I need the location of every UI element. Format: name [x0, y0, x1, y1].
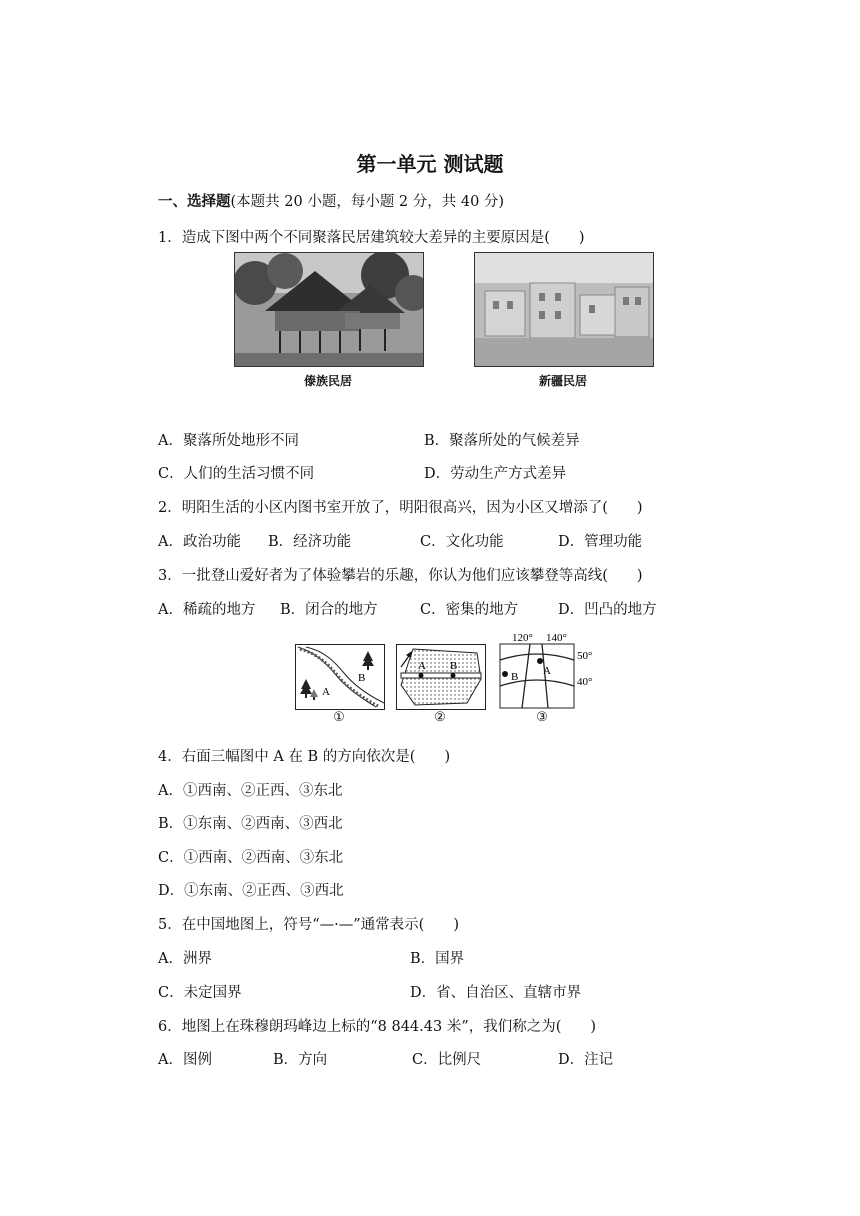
map-3-latlong-grid [496, 628, 606, 710]
q6-option-a: A．图例 [158, 1052, 212, 1068]
section-header [158, 190, 504, 211]
q6-option-d: D．注记 [558, 1052, 614, 1068]
map3-lat-50: 50° [577, 650, 593, 662]
dai-house-photo [234, 252, 424, 367]
q2-stem: 2．明阳生活的小区内图书室开放了，明阳很高兴，因为小区又增添了( ) [158, 500, 643, 516]
q5-option-d: D．省、自治区、直辖市界 [410, 985, 582, 1001]
q6-stem: 6．地图上在珠穆朗玛峰边上标的“8 844.43 米”，我们称之为( ) [158, 1019, 597, 1035]
q3-option-a: A．稀疏的地方 [158, 602, 256, 618]
q4-option-a: A．①西南、②正西、③东北 [158, 783, 343, 799]
dai-house-caption: 傣族民居 [303, 374, 352, 388]
q2-option-b: B．经济功能 [268, 534, 352, 550]
q5-option-b: B．国界 [410, 951, 465, 967]
map2-label-a: A [418, 660, 426, 672]
q5-option-c: C．未定国界 [158, 985, 242, 1001]
q4-option-b: B．①东南、②西南、③西北 [158, 816, 343, 832]
q1-stem: 1．造成下图中两个不同聚落民居建筑较大差异的主要原因是( ) [158, 230, 585, 246]
q2-option-d: D．管理功能 [558, 534, 643, 550]
q6-option-c: C．比例尺 [412, 1052, 482, 1068]
q1-option-b: B．聚落所处的气候差异 [424, 433, 580, 449]
q5-option-a: A．洲界 [158, 951, 212, 967]
q1-option-a: A．聚落所处地形不同 [158, 433, 299, 449]
q5-stem: 5．在中国地图上，符号“—·—”通常表示( ) [158, 917, 459, 933]
map-1-river [295, 644, 385, 710]
section-note: (本题共 20 小题，每小题 2 分，共 40 分) [230, 194, 505, 210]
map-1-number: ① [333, 710, 345, 725]
q4-option-c: C．①西南、②西南、③东北 [158, 850, 344, 866]
map-2-number: ② [434, 710, 446, 725]
map3-label-a: A [543, 665, 551, 677]
q4-option-d: D．①东南、②正西、③西北 [158, 883, 344, 899]
q3-option-b: B．闭合的地方 [280, 602, 378, 618]
map1-label-a: A [322, 686, 330, 698]
q2-option-a: A．政治功能 [158, 534, 241, 550]
xinjiang-house-photo [474, 252, 654, 367]
q6-option-b: B．方向 [273, 1052, 328, 1068]
map3-lon-120: 120° [512, 632, 533, 644]
q1-option-d: D．劳动生产方式差异 [424, 466, 567, 482]
map3-lon-140: 140° [546, 632, 567, 644]
q2-option-c: C．文化功能 [420, 534, 504, 550]
map1-label-b: B [358, 672, 366, 684]
section-label: 一、选择题 [158, 194, 231, 210]
map3-label-b: B [511, 671, 519, 683]
map2-label-b: B [450, 660, 458, 672]
q3-stem: 3．一批登山爱好者为了体验攀岩的乐趣，你认为他们应该攀登等高线( ) [158, 568, 643, 584]
q3-option-c: C．密集的地方 [420, 602, 519, 618]
map-3-number: ③ [536, 710, 548, 725]
q1-option-c: C．人们的生活习惯不同 [158, 466, 315, 482]
q4-stem: 4．右面三幅图中 A 在 B 的方向依次是( ) [158, 749, 451, 765]
xinjiang-house-caption: 新疆民居 [538, 374, 587, 388]
map3-lat-40: 40° [577, 676, 593, 688]
page-title: 第一单元 测试题 [356, 152, 504, 176]
map-2-region [396, 644, 486, 710]
q3-option-d: D．凹凸的地方 [558, 602, 657, 618]
